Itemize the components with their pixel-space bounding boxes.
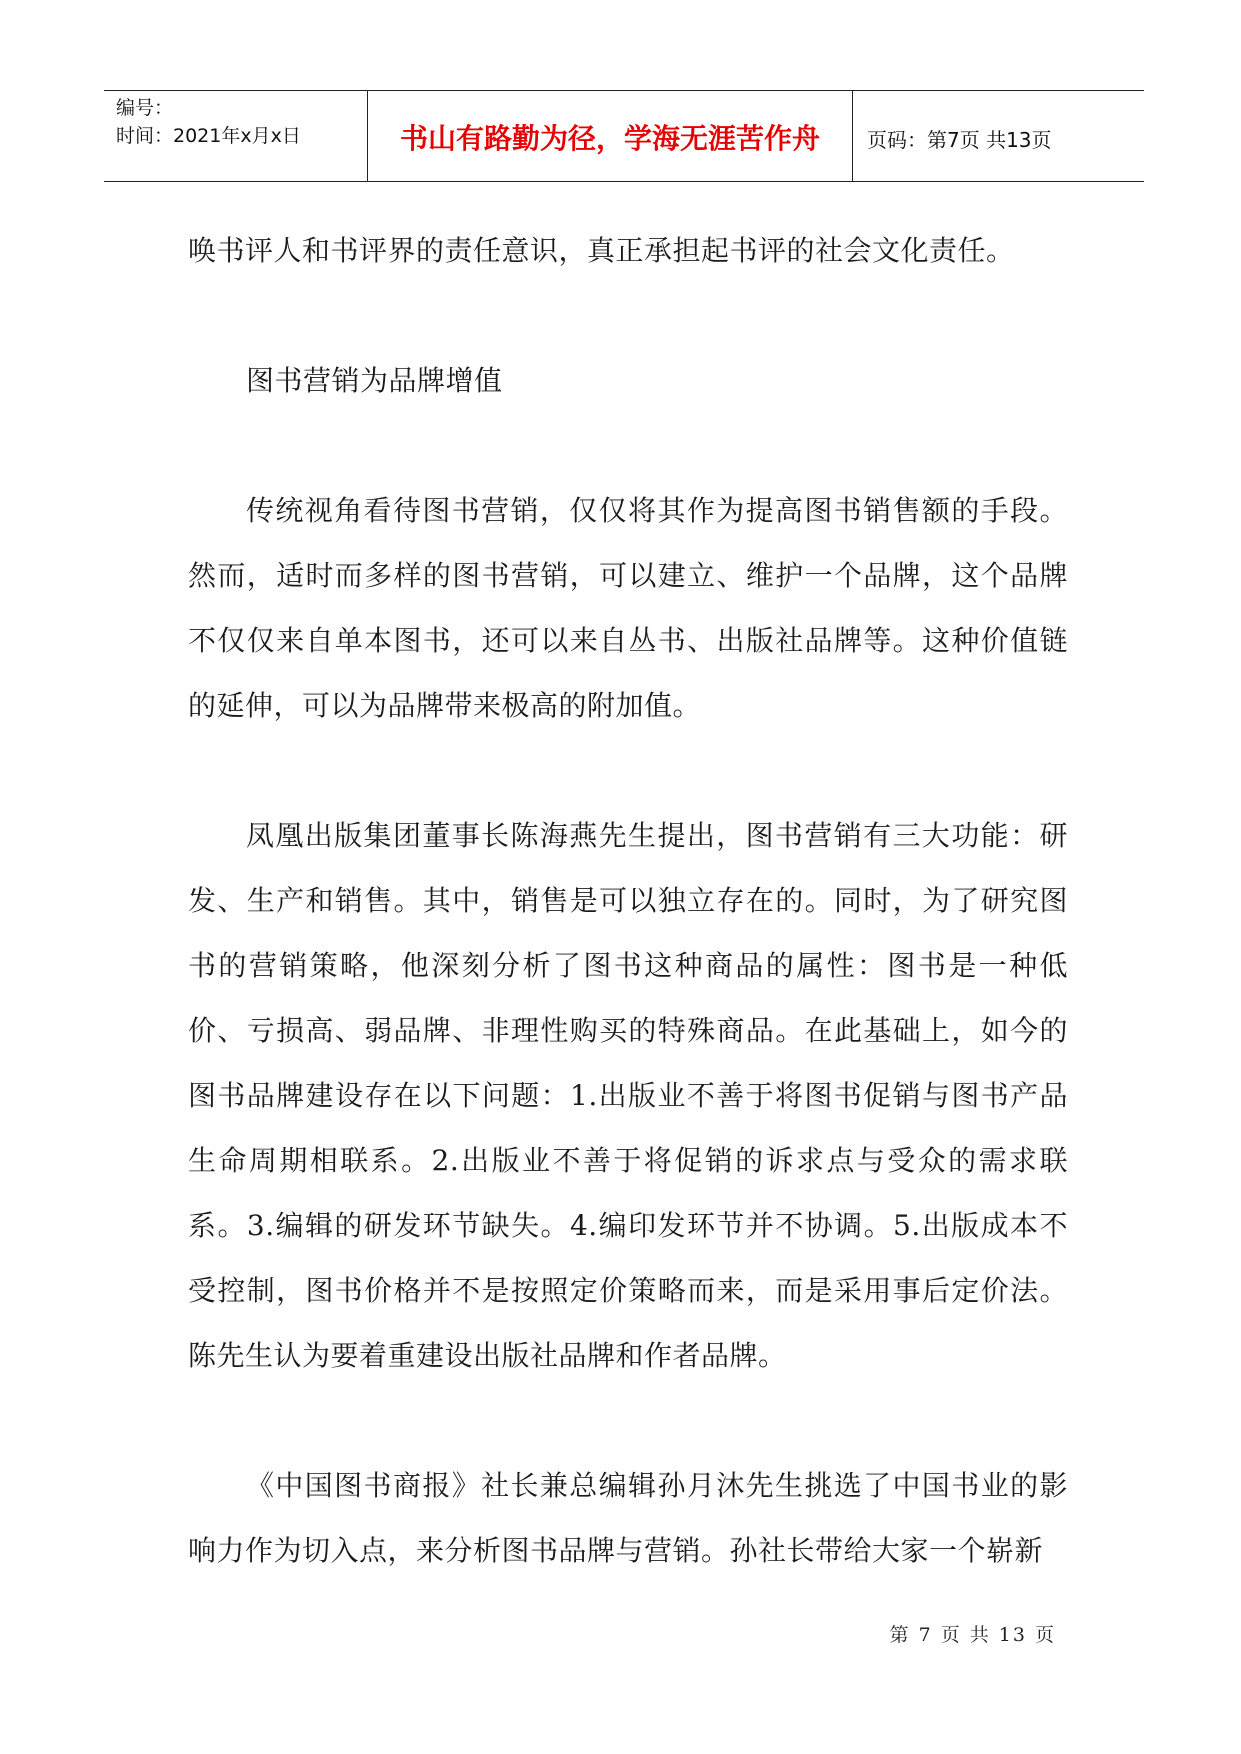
document-body	[188, 218, 1068, 1648]
header-motto-cell	[368, 91, 853, 181]
body-paragraph: 凤凰出版集团董事长陈海燕先生提出，图书营销有三大功能：研发、生产和销售。其中，销售是可以独立存在的。同时，为了研究图书的营销策略，他深刻分析了图书这种商品的属性：图书是一种低价、亏损高、弱品牌、非理性购买的特殊商品。在此基础上，如今的图书品牌建设存在以下问题：1.出版业不善于将图书促销与图书产品生命周期相联系。2.出版业不善于将促销的诉求点与受众的需求联系。3.编辑的研发环节缺失。4.编印发环节并不协调。5.出版成本不受控制，图书价格并不是按照定价策略而来，而是采用事后定价法。陈先生认为要着重建设出版社品牌和作者品牌。	[188, 819, 1068, 1372]
page-footer: 第 7 页 共 13 页	[889, 1624, 1056, 1646]
section-heading: 图书营销为品牌增值	[246, 364, 503, 397]
header-page-code: 页码：第7页 共13页	[867, 128, 1052, 152]
header-page-cell	[853, 91, 1144, 181]
document-date-label: 时间：2021年x月x日	[116, 125, 301, 147]
body-paragraph: 《中国图书商报》社长兼总编辑孙月沐先生挑选了中国书业的影响力作为切入点，来分析图书品牌与营销。孙社长带给大家一个崭新	[188, 1469, 1068, 1567]
header-motto: 书山有路勤为径，学海无涯苦作舟	[399, 122, 820, 155]
body-paragraph: 传统视角看待图书营销，仅仅将其作为提高图书销售额的手段。然而，适时而多样的图书营销，可以建立、维护一个品牌，这个品牌不仅仅来自单本图书，还可以来自丛书、出版社品牌等。这种价值链的延伸，可以为品牌带来极高的附加值。	[188, 494, 1068, 722]
body-paragraph-continuation: 唤书评人和书评界的责任意识，真正承担起书评的社会文化责任。	[188, 234, 1015, 267]
document-header	[104, 90, 1144, 182]
document-number-label: 编号：	[116, 97, 174, 119]
header-meta-cell	[104, 91, 368, 181]
